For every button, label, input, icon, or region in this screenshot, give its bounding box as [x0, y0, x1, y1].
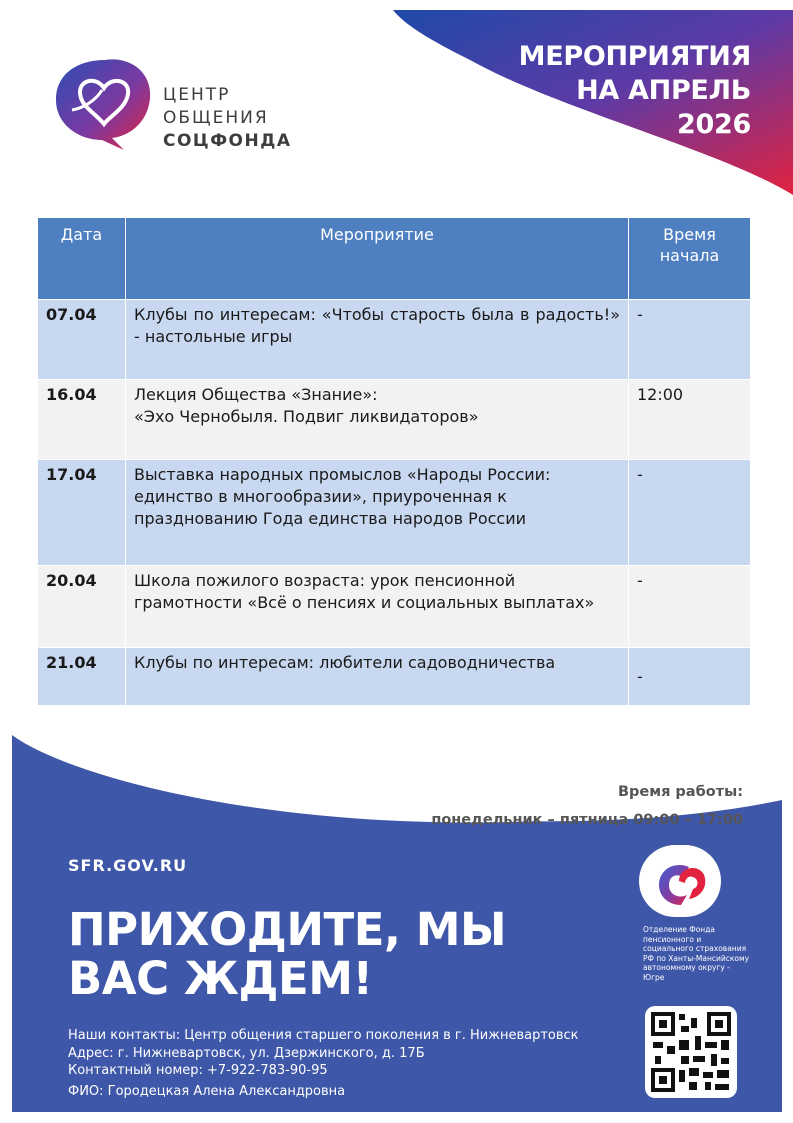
row-time: - — [629, 566, 751, 648]
header-event: Мероприятие — [126, 218, 629, 300]
table-header-row — [38, 218, 751, 300]
row-time: - — [629, 300, 751, 380]
row-time: 12:00 — [629, 380, 751, 460]
row-event: Клубы по интересам: «Чтобы старость была в радость!» - настольные игры — [126, 300, 629, 380]
qr-code-icon[interactable] — [645, 1006, 737, 1098]
contact-line: Адрес: г. Нижневартовск, ул. Дзержинского, д. 17Б — [68, 1045, 425, 1061]
slogan: ПРИХОДИТЕ, МЫ ВАС ЖДЕМ! — [68, 903, 507, 1005]
row-event — [126, 380, 629, 460]
table-row — [38, 648, 751, 706]
sfr-caption: Отделение Фонда пенсионного и социального страхования РФ по Ханты-Мансийскому автономному округу - Югре — [643, 925, 750, 982]
header-date: Дата — [38, 218, 126, 300]
row-date: 21.04 — [38, 648, 126, 706]
table-row — [38, 380, 751, 460]
row-event-line: «Эхо Чернобыля. Подвиг ликвидаторов» — [134, 407, 479, 426]
row-event: Школа пожилого возраста: урок пенсионной грамотности «Всё о пенсиях и социальных выплатах» — [126, 566, 629, 648]
row-date: 07.04 — [38, 300, 126, 380]
row-event: Клубы по интересам: любители садоводничества — [126, 648, 629, 706]
sfr-logo-icon — [639, 845, 721, 917]
table-row — [38, 300, 751, 380]
working-hours-title: Время работы: — [617, 784, 743, 800]
row-date: 16.04 — [38, 380, 126, 460]
header-time: Время начала — [629, 218, 751, 300]
page-title: МЕРОПРИЯТИЯ НА АПРЕЛЬ 2026 — [518, 41, 751, 140]
contacts-block — [68, 1027, 579, 1100]
row-date: 17.04 — [38, 460, 126, 566]
row-time: - — [629, 460, 751, 566]
table-row — [38, 566, 751, 648]
row-event: Выставка народных промыслов «Народы России: единство в многообразии», приуроченная к празднованию Года единства народов России — [126, 460, 629, 566]
logo-text: ЦЕНТР ОБЩЕНИЯ СОЦФОНДА — [163, 85, 292, 151]
site-link[interactable]: SFR.GOV.RU — [68, 856, 188, 875]
contact-line: Контактный номер: +7-922-783-90-95 — [68, 1063, 328, 1078]
table-row — [38, 460, 751, 566]
heart-speech-bubble-icon — [50, 52, 160, 152]
qr-code-graphic — [645, 1006, 737, 1098]
contact-line: ФИО: Городецкая Алена Александровна — [68, 1083, 346, 1099]
row-date: 20.04 — [38, 566, 126, 648]
contact-line: Наши контакты: Центр общения старшего поколения в г. Нижневартовск — [68, 1028, 579, 1043]
row-event-line: Лекция Общества «Знание»: — [134, 385, 378, 404]
events-table — [37, 217, 751, 706]
row-time: - — [629, 648, 751, 706]
working-hours-value: понедельник – пятница 09:00 – 17:00 — [431, 812, 743, 828]
